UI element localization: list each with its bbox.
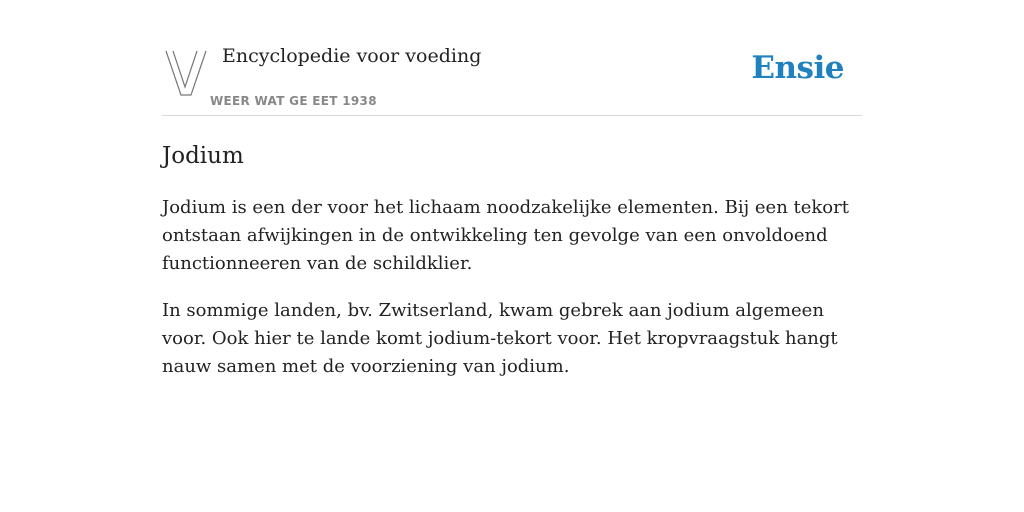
article-paragraph: In sommige landen, bv. Zwitserland, kwam gebrek aan jodium algemeen voor. Ook hier te lande komt jodium-tekort voor. Het kropvraagstuk hangt nauw samen met de voorziening van jodium. — [162, 300, 838, 377]
v-logo-icon[interactable] — [165, 49, 207, 97]
site-subtitle: WEER WAT GE EET 1938 — [210, 94, 377, 108]
site-title[interactable]: Encyclopedie voor voeding — [222, 45, 482, 67]
article-paragraph: Jodium is een der voor het lichaam noodzakelijke elementen. Bij een tekort ontstaan afwijkingen in de ontwikkeling ten gevolge van een onvoldoend functionneeren van de schildklier. — [162, 197, 849, 274]
site-header — [162, 0, 862, 116]
article-body — [162, 194, 862, 381]
article-title: Jodium — [162, 143, 244, 169]
page — [162, 0, 862, 381]
ensie-brand-link[interactable]: Ensie — [751, 50, 844, 86]
